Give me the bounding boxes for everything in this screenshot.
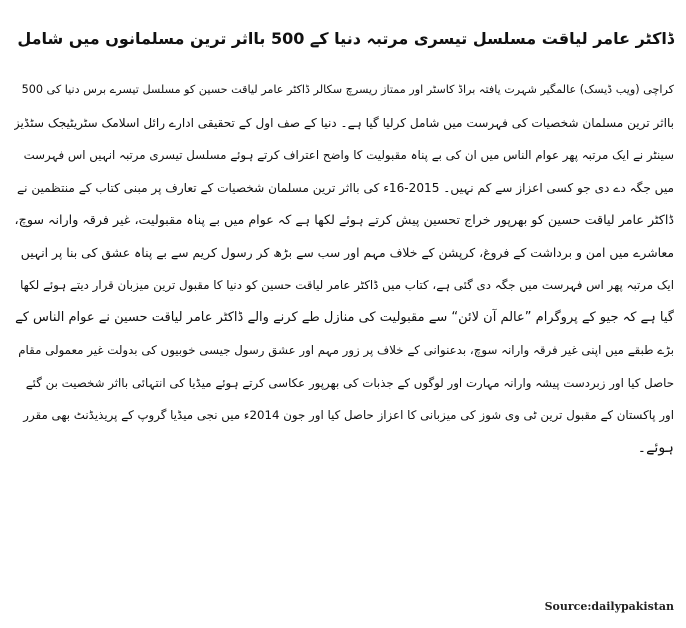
article-line: حاصل کیا اور زبردست پیشہ وارانہ مہارت اور لوگوں کے جذبات کی بھرپور عکاسی کرتے ہوئے میڈیا کی انتہائی بااثر شخصیت بن گئے — [25, 375, 674, 390]
article-line: کراچی (ویب ڈیسک) عالمگیر شہرت یافتہ براڈ کاسٹر اور ممتاز ریسرچ سکالر ڈاکٹر عامر لیاقت حسین کو مسلسل تیسرے برس دنیا کی 500 — [21, 83, 674, 96]
article-line: ہوئے۔ — [637, 439, 674, 456]
article-line: اور پاکستان کے مقبول ترین ٹی وی شوز کی میزبانی کا اعزاز حاصل کیا اور جون 2014ء میں نجی میڈیا گروپ کے پریذیڈنٹ بھی مقرر — [23, 408, 674, 422]
news-article — [14, 0, 674, 464]
article-line: گیا ہے کہ جیو کے پروگرام ”عالم آن لائن“ سے مقبولیت کی منازل طے کرنے والے ڈاکٹر عامر لیاقت حسین نے عوام الناس کے — [15, 309, 674, 325]
source-credit: Source:dailypakistan — [544, 600, 674, 613]
article-line: میں جگہ دے دی جو کسی اعزاز سے کم نہیں۔ 2015-16ء کی بااثر ترین مسلمان شخصیات کے تعارف پر مبنی کتاب کے منتظمین نے — [17, 180, 674, 195]
article-headline: ڈاکٹر عامر لیاقت مسلسل تیسری مرتبہ دنیا کے 500 بااثر ترین مسلمانوں میں شامل — [17, 29, 674, 48]
article-line: ایک مرتبہ پھر اس فہرست میں جگہ دی گئی ہے، کتاب میں ڈاکٹر عامر لیاقت حسین کو دنیا کا مقبول ترین میزبان قرار دیتے ہوئے لکھا — [20, 278, 674, 292]
article-line: معاشرے میں امن و برداشت کے فروغ، کرپشن کے خلاف مہم اور سب سے بڑھ کر رسول کریم سے بے پناہ عشق کی بنا پر انہیں — [20, 244, 674, 260]
article-line: ڈاکٹر عامر لیاقت حسین کو بھرپور خراج تحسین پیش کرتے ہوئے لکھا ہے کہ عوام میں بے پناہ مقبولیت، غیر فرقہ وارانہ سوچ، — [14, 212, 674, 227]
article-line: بااثر ترین مسلمان شخصیات کی فہرست میں شامل کرلیا گیا ہے۔ دنیا کے صف اول کے تحقیقی ادارے رائل اسلامک سٹریٹیجک سٹڈیز — [14, 115, 674, 130]
article-line: سینٹر نے ایک مرتبہ پھر عوام الناس میں ان کی بے پناہ مقبولیت کا واضح اعتراف کرتے ہوئے مسلسل تیسری مرتبہ انہیں اس فہرست — [23, 148, 674, 162]
article-body — [14, 74, 674, 464]
article-line: بڑے طبقے میں اپنی غیر فرقہ وارانہ سوچ، بدعنوانی کے خلاف پر زور مہم اور عشق رسول جیسی خوبیوں کی بدولت غیر معمولی مقام — [18, 343, 674, 357]
